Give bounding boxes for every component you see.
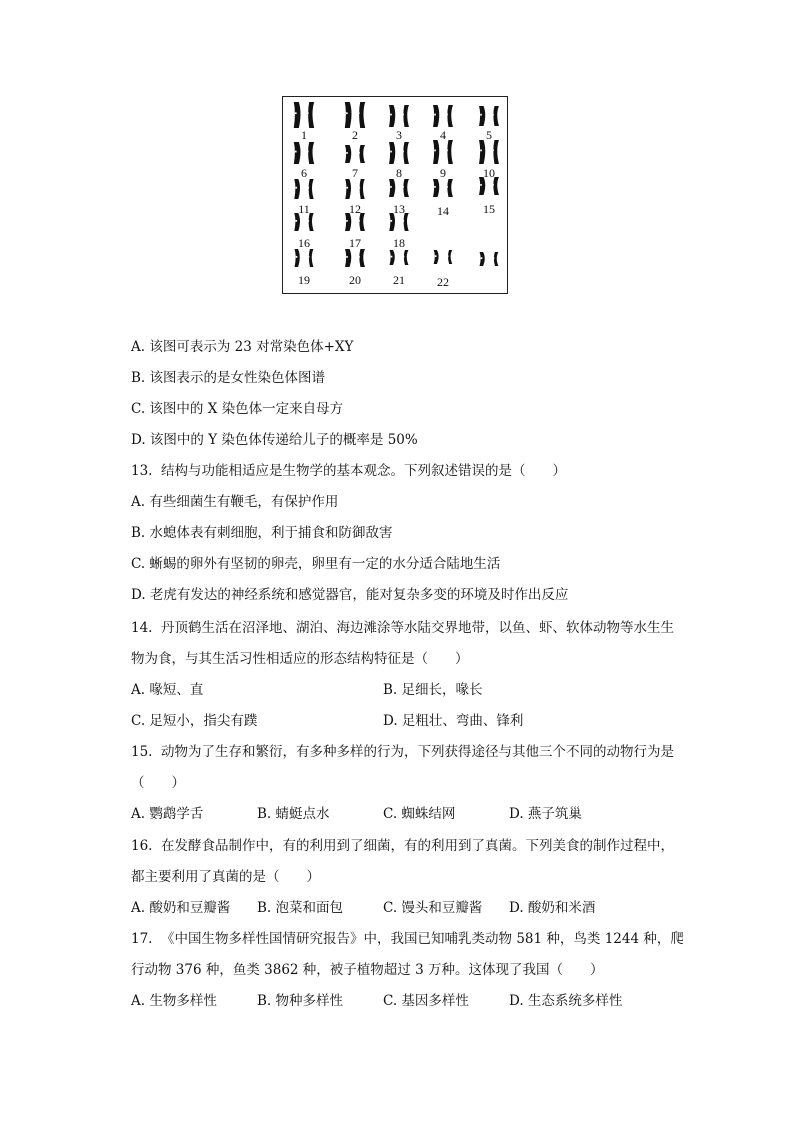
q17-option-b: B. 物种多样性	[257, 993, 344, 1009]
chromosome-shape	[389, 142, 395, 164]
chromosome-shape	[308, 102, 314, 128]
q17-option-a: A. 生物多样性	[131, 993, 217, 1009]
chromosome-label: 2	[352, 128, 358, 142]
chromosome-shape	[294, 142, 301, 164]
q14-stem-line1: 14. 丹顶鹤生活在沼泽地、湖泊、海边滩涂等水陆交界地带，以鱼、虾、软体动物等水生生	[131, 620, 675, 636]
q12-option-c: C. 该图中的 X 染色体一定来自母方	[131, 401, 344, 417]
chromosome-pair	[390, 250, 409, 265]
centromere-mark	[402, 186, 404, 188]
q17-stem-line2: 行动物 376 种，鱼类 3862 种，被子植物超过 3 万种。这体现了我国（ ）	[131, 962, 604, 978]
centromere-mark	[308, 256, 310, 258]
chromosome-shape	[404, 250, 409, 265]
centromere-mark	[446, 149, 448, 151]
chromosome-shape	[403, 142, 409, 164]
chromosome-shape	[433, 179, 439, 197]
centromere-mark	[358, 256, 360, 258]
chromosome-shape	[494, 252, 499, 266]
chromosome-label: 3	[396, 128, 402, 142]
chromosome-pair	[294, 179, 313, 199]
chromosome-pair	[345, 249, 365, 267]
q17-option-c: C. 基因多样性	[383, 993, 469, 1009]
q13-option-b: B. 水螅体表有刺细胞，利于捕食和防御敌害	[131, 525, 393, 541]
centromere-mark	[480, 114, 482, 116]
q15-stem-line2: （ ）	[131, 775, 185, 791]
chromosome-label: 10	[483, 166, 495, 180]
q12-option-b: B. 该图表示的是女性染色体图谱	[131, 370, 326, 386]
chromosome-shape	[433, 105, 439, 127]
chromosome-pair	[345, 145, 365, 163]
centromere-mark	[347, 187, 349, 189]
centromere-mark	[296, 187, 298, 189]
chromosome-shape	[360, 179, 365, 199]
chromosome-shape	[359, 102, 365, 128]
chromosome-shape	[295, 249, 300, 267]
centromere-mark	[402, 114, 404, 116]
q14-option-c: C. 足短小，指尖有蹼	[131, 713, 258, 729]
chromosome-shape	[345, 102, 352, 128]
centromere-mark	[492, 149, 494, 151]
centromere-mark	[307, 151, 309, 153]
centromere-mark	[358, 152, 360, 154]
q16-option-b: B. 泡菜和面包	[257, 900, 344, 916]
q14-option-b: B. 足细长，喙长	[383, 682, 483, 698]
chromosome-shape	[403, 105, 409, 127]
chromosome-shape	[448, 250, 452, 264]
centromere-mark	[434, 114, 436, 116]
q15-option-d: D. 燕子筑巢	[509, 806, 582, 822]
q15-option-c: C. 蜘蛛结网	[383, 806, 456, 822]
chromosome-label: 9	[440, 166, 446, 180]
chromosome-label: 15	[483, 202, 495, 216]
chromosome-label: 7	[352, 166, 358, 180]
chromosome-label: 13	[393, 202, 405, 216]
q16-stem-line2: 都主要利用了真菌的是（ ）	[131, 869, 320, 885]
q14-stem-line2: 物为食，与其生活习性相适应的形态结构特征是（ ）	[131, 651, 469, 667]
chromosome-label: 20	[349, 273, 361, 287]
q13-option-a: A. 有些细菌生有鞭毛，有保护作用	[131, 494, 339, 510]
q13-option-c: C. 蜥蜴的卵外有坚韧的卵壳，卵里有一定的水分适合陆地生活	[131, 556, 501, 572]
chromosome-shape	[447, 105, 453, 127]
centromere-mark	[358, 112, 360, 114]
centromere-mark	[346, 256, 348, 258]
chromosome-label: 16	[298, 236, 310, 250]
chromosome-pair	[294, 102, 314, 128]
q14-option-a: A. 喙短、直	[131, 682, 204, 698]
chromosome-pair	[345, 102, 365, 128]
chromosome-label: 6	[301, 166, 307, 180]
centromere-mark	[492, 184, 494, 186]
chromosome-shape	[359, 249, 365, 267]
centromere-mark	[493, 257, 495, 259]
chromosome-pair	[433, 105, 453, 127]
chromosome-shape	[345, 179, 351, 199]
chromosome-pair	[389, 142, 409, 164]
chromosome-pair	[389, 105, 409, 127]
chromosome-label: 14	[437, 204, 449, 218]
centromere-mark	[358, 220, 360, 222]
centromere-mark	[481, 257, 483, 259]
chromosome-pair	[433, 140, 453, 164]
centromere-mark	[346, 112, 348, 114]
centromere-mark	[296, 256, 298, 258]
centromere-mark	[434, 186, 436, 188]
chromosome-shape	[345, 145, 351, 163]
q13-stem: 13. 结构与功能相适应是生物学的基本观念。下列叙述错误的是（ ）	[131, 463, 567, 479]
q13-option-d: D. 老虎有发达的神经系统和感觉器官，能对复杂多变的环境及时作出反应	[131, 587, 569, 603]
chromosome-drawing	[283, 97, 509, 295]
centromere-mark	[391, 256, 393, 258]
chromosome-shape	[389, 179, 395, 197]
q15-option-a: A. 鹦鹉学舌	[131, 806, 204, 822]
chromosome-pair	[294, 142, 314, 164]
chromosome-shape	[493, 106, 499, 126]
q12-option-a: A. 该图可表示为 23 对常染色体+XY	[131, 339, 354, 355]
chromosome-label: 21	[393, 273, 405, 287]
q16-stem-line1: 16. 在发酵食品制作中，有的利用到了细菌，有的利用到了真菌。下列美食的制作过程中，	[131, 838, 675, 854]
chromosome-label: 11	[298, 202, 310, 216]
chromosome-shape	[309, 179, 314, 199]
centromere-mark	[390, 151, 392, 153]
chromosome-pair	[389, 179, 409, 197]
q17-stem-line1: 17. 《中国生物多样性国情研究报告》中，我国已知哺乳类动物 581 种，鸟类 1244 种，爬	[131, 931, 684, 947]
centromere-mark	[480, 184, 482, 186]
centromere-mark	[346, 152, 348, 154]
centromere-mark	[435, 255, 437, 257]
chromosome-label: 4	[440, 128, 446, 142]
centromere-mark	[390, 114, 392, 116]
chromosome-label: 12	[349, 202, 361, 216]
centromere-mark	[307, 112, 309, 114]
q12-option-d: D. 该图中的 Y 染色体传递给儿子的概率是 50%	[131, 432, 418, 448]
chromosome-pair	[295, 249, 314, 267]
q17-option-d: D. 生态系统多样性	[509, 993, 623, 1009]
chromosome-pair	[345, 179, 364, 199]
chromosome-pair	[479, 140, 499, 164]
chromosome-label: 1	[301, 128, 307, 142]
chromosome-label: 18	[393, 236, 405, 250]
chromosome-shape	[479, 106, 485, 126]
chromosome-label: 8	[396, 166, 402, 180]
chromosome-label: 19	[298, 273, 310, 287]
centromere-mark	[446, 114, 448, 116]
q16-option-c: C. 馒头和豆瓣酱	[383, 900, 483, 916]
centromere-mark	[446, 186, 448, 188]
centromere-mark	[402, 151, 404, 153]
chromosome-shape	[447, 179, 453, 197]
chromosome-shape	[389, 105, 395, 127]
centromere-mark	[308, 187, 310, 189]
chromosome-shape	[433, 140, 439, 164]
chromosome-label: 17	[349, 236, 361, 250]
centromere-mark	[447, 255, 449, 257]
chromosome-shape	[345, 249, 351, 267]
chromosome-label: 5	[486, 128, 492, 142]
q16-option-a: A. 酸奶和豆瓣酱	[131, 900, 231, 916]
centromere-mark	[403, 220, 405, 222]
q16-option-d: D. 酸奶和米酒	[509, 900, 596, 916]
karyotype-figure	[282, 96, 508, 294]
chromosome-pair	[479, 106, 499, 126]
q15-stem-line1: 15. 动物为了生存和繁衍，有多种多样的行为，下列获得途径与其他三个不同的动物行为是	[131, 744, 675, 760]
centromere-mark	[390, 186, 392, 188]
centromere-mark	[296, 220, 298, 222]
chromosome-pair	[480, 252, 499, 266]
chromosome-shape	[308, 142, 314, 164]
chromosome-shape	[294, 102, 301, 128]
chromosome-shape	[309, 249, 314, 267]
chromosome-shape	[493, 140, 499, 164]
centromere-mark	[403, 256, 405, 258]
centromere-mark	[480, 149, 482, 151]
chromosome-pair	[433, 179, 453, 197]
q15-option-b: B. 蜻蜓点水	[257, 806, 330, 822]
centromere-mark	[359, 187, 361, 189]
q14-option-d: D. 足粗壮、弯曲、锋利	[383, 713, 524, 729]
centromere-mark	[346, 220, 348, 222]
centromere-mark	[295, 112, 297, 114]
chromosome-shape	[403, 179, 409, 197]
chromosome-shape	[479, 140, 485, 164]
chromosome-label: 22	[437, 275, 449, 289]
centromere-mark	[434, 149, 436, 151]
chromosome-pair	[434, 250, 453, 264]
chromosome-shape	[294, 179, 300, 199]
chromosome-shape	[359, 145, 365, 163]
chromosome-shape	[447, 140, 453, 164]
centromere-mark	[391, 220, 393, 222]
centromere-mark	[308, 220, 310, 222]
centromere-mark	[295, 151, 297, 153]
centromere-mark	[492, 114, 494, 116]
